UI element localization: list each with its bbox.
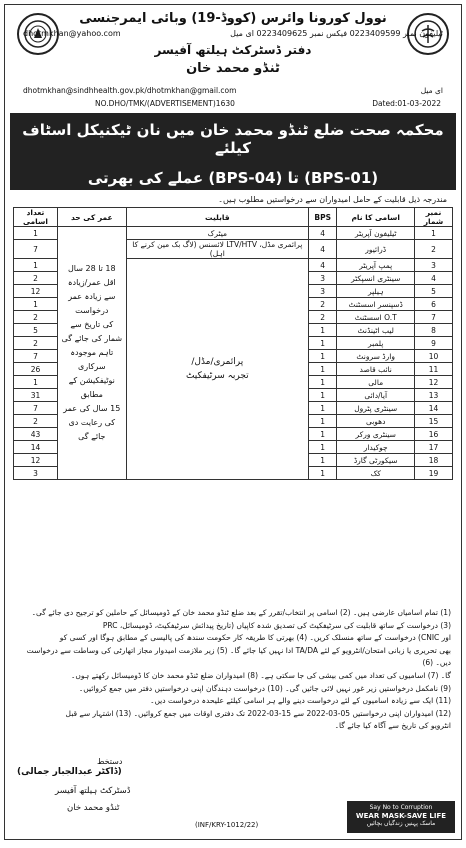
intro-text: مندرجہ ذیل قابلیت کے حامل امیدواران سے درخواستیں مطلوب ہیں۔ (218, 195, 447, 204)
serial-no-cell: 17 (415, 441, 453, 454)
bps-cell: 1 (308, 402, 336, 415)
age-limit-line: مطابق (80, 390, 103, 399)
bps-cell: 1 (308, 428, 336, 441)
table-row (14, 227, 453, 240)
post-name-cell: سینٹری ورکر (337, 428, 415, 441)
table-header-row (14, 208, 453, 227)
stamp-line-1: Say No to Corruption (369, 804, 433, 811)
bps-cell: 3 (308, 285, 336, 298)
advertisement-page (4, 4, 462, 840)
post-name-cell: ہیلپر (337, 285, 415, 298)
qty-cell: 12 (14, 454, 58, 467)
serial-no-cell: 6 (415, 298, 453, 311)
terms-and-conditions (13, 607, 451, 733)
reference-line (95, 99, 441, 108)
qty-cell: 3 (14, 467, 58, 480)
header-bps: BPS (308, 208, 336, 227)
serial-no-cell: 5 (415, 285, 453, 298)
bps-cell: 2 (308, 311, 336, 324)
serial-no-cell: 18 (415, 454, 453, 467)
qty-cell: 26 (14, 363, 58, 376)
signatory-title: ڈسٹرکٹ ہیلتھ آفیسر (55, 786, 131, 796)
anti-corruption-stamp (347, 801, 455, 833)
qualification-cell: میٹرک (126, 227, 308, 240)
header-name: اسامی کا نام (337, 208, 415, 227)
note-line: (11) ایک سے زیادہ اسامیوں کے لئے درخواست دینے والے ہر اسامی کیلئے علیحدہ درخواست دیں۔ (150, 696, 451, 706)
bps-cell: 3 (308, 272, 336, 285)
age-limit-line: کی تاریخ سے (70, 320, 114, 329)
signatory-name: (ڈاکٹر عبدالجبار جمالی) (17, 767, 122, 777)
post-name-cell: کک (337, 467, 415, 480)
post-name-cell: چوکیدار (337, 441, 415, 454)
age-limit-line: 15 سال کی عمر (63, 404, 121, 413)
post-name-cell: مالی (337, 376, 415, 389)
phone-fax: ٹیلیفون نمبر 0223409599 فیکس نمبر 0223409625 ای میل (230, 29, 443, 38)
serial-no-cell: 12 (415, 376, 453, 389)
qty-cell: 2 (14, 311, 58, 324)
serial-no-cell: 10 (415, 350, 453, 363)
qty-cell: 7 (14, 240, 58, 259)
post-name-cell: پمپ آپریٹر (337, 259, 415, 272)
table-body (14, 227, 453, 480)
post-name-cell: دھوبی (337, 415, 415, 428)
post-name-cell: ڈرائیور (337, 240, 415, 259)
post-name-cell: نائب قاصد (337, 363, 415, 376)
serial-no-cell: 19 (415, 467, 453, 480)
qty-cell: 7 (14, 402, 58, 415)
stamp-line-2: WEAR MASK-SAVE LIFE (355, 812, 447, 820)
post-name-cell: سیکورٹی گارڈ (337, 454, 415, 467)
serial-no-cell: 7 (415, 311, 453, 324)
office-title: دفتر ڈسٹرکٹ ہیلتھ آفیسر (154, 43, 312, 57)
bps-cell: 1 (308, 376, 336, 389)
note-line: (12) امیدواران اپنی درخواستیں 05-03-2022 سے 15-03-2022 تک دفتری اوقات میں جمع کروائیں۔ (13) اشتہار سے قبل (65, 708, 451, 718)
qty-cell: 2 (14, 415, 58, 428)
header-age: عمر کی حد (57, 208, 126, 227)
bps-cell: 1 (308, 350, 336, 363)
serial-no-cell: 1 (415, 227, 453, 240)
qualification-line: پرائمری/مڈل/ (191, 357, 244, 367)
serial-no-cell: 3 (415, 259, 453, 272)
note-line: گا۔ (7) اسامیوں کی تعداد میں کمی بیشی کی جا سکتی ہے۔ (8) امیدواران ضلع ٹنڈو محمد خان کا ڈومیسائل رکھتے ہوں۔ (71, 670, 451, 680)
age-limit-line: کی رعایت دی (68, 418, 116, 427)
note-line: (3) درخواست کے ساتھ قابلیت کی سرٹیفکیٹ کی تصدیق شدہ کاپیاں (تاریخ پیدائش سرٹیفکیٹ، ڈومیسائل، PRC (102, 620, 451, 630)
qty-cell: 1 (14, 259, 58, 272)
bps-cell: 4 (308, 227, 336, 240)
post-name-cell: O.T اسسٹنٹ (337, 311, 415, 324)
qty-cell: 2 (14, 272, 58, 285)
email-label: ای میل (420, 86, 443, 95)
bps-cell: 2 (308, 298, 336, 311)
post-name-cell: پلمبر (337, 337, 415, 350)
bps-cell: 1 (308, 324, 336, 337)
age-limit-line: سے زیادہ عمر (68, 292, 116, 301)
qty-cell: 43 (14, 428, 58, 441)
serial-no-cell: 16 (415, 428, 453, 441)
post-name-cell: آیا/دائی (337, 389, 415, 402)
age-limit-line: تاہم موجودہ (70, 348, 114, 357)
signatory-district: ٹنڈو محمد خان (67, 803, 120, 813)
bps-cell: 1 (308, 441, 336, 454)
bps-cell: 1 (308, 454, 336, 467)
serial-no-cell: 14 (415, 402, 453, 415)
post-name-cell: سینٹری انسپکٹر (337, 272, 415, 285)
qty-cell: 5 (14, 324, 58, 337)
age-limit-line: 18 تا 28 سال (67, 264, 116, 273)
age-limit-line: درخواست (75, 306, 109, 315)
header-no: نمبر شمار (415, 208, 453, 227)
age-limit-line: جائے گی (78, 432, 106, 441)
covid-heading: نوول کورونا وائرس (کووڈ-19) وبائی ایمرجنسی (79, 11, 387, 26)
district-name: ٹنڈو محمد خان (186, 61, 280, 76)
qty-cell: 31 (14, 389, 58, 402)
note-line: بھی تحریری یا زبانی امتحان/انٹرویو کے لئے TA/DA ادا نہیں کیا جائے گا۔ (5) زیر ملازمت امیدوار مجاز اتھارٹی کی وساطت سے درخواست دیں۔ (6) (26, 645, 451, 668)
title-banner (10, 113, 456, 190)
qty-cell: 1 (14, 298, 58, 311)
reference-number: NO.DHO/TMK/(ADVERTISEMENT)1630 (95, 99, 235, 108)
qualification-line: تجربہ سرٹیفکیٹ (185, 371, 249, 381)
bps-cell: 1 (308, 363, 336, 376)
note-line: (9) نامکمل درخواستیں زیر غور نہیں لائی جائیں گی۔ (10) درخواست دہندگان اپنی درخواستیں دفتر میں جمع کروائیں۔ (78, 683, 451, 693)
age-limit-line: سرکاری (78, 362, 106, 371)
bps-cell: 1 (308, 467, 336, 480)
header-qualification: قابلیت (126, 208, 308, 227)
date: Dated:01-03-2022 (372, 99, 441, 108)
bps-cell: 1 (308, 389, 336, 402)
serial-no-cell: 4 (415, 272, 453, 285)
post-name-cell: ٹیلیفون آپریٹر (337, 227, 415, 240)
serial-no-cell: 9 (415, 337, 453, 350)
qty-cell: 1 (14, 227, 58, 240)
bps-cell: 1 (308, 337, 336, 350)
qualification-cell: پرائمری مڈل، LTV/HTV لائسنس (لاگ بک مین کرنے کا اہل) (126, 240, 308, 259)
stamp-line-3: ماسک پہنیں زندگیاں بچائیں (366, 820, 436, 827)
bps-cell: 4 (308, 240, 336, 259)
posts-table (13, 207, 453, 480)
bps-cell: 4 (308, 259, 336, 272)
qty-cell: 14 (14, 441, 58, 454)
bps-cell: 1 (308, 415, 336, 428)
post-name-cell: وارڈ سرونٹ (337, 350, 415, 363)
post-name-cell: لیب اٹینڈنٹ (337, 324, 415, 337)
note-line: (1) تمام اسامیاں عارضی ہیں۔ (2) اسامی پر انتخاب/تقرر کے بعد ضلع ٹنڈو محمد خان کے ڈومیسائل کے حاملین کو ترجیح دی جائے گی۔ (31, 608, 451, 617)
serial-no-cell: 2 (415, 240, 453, 259)
note-line: انٹرویو کی تاریخ سے آگاہ کیا جائے گا۔ (334, 721, 451, 731)
qty-cell: 1 (14, 376, 58, 389)
yahoo-email: dhotmkhan@yahoo.com (23, 29, 121, 38)
official-emails: dhotmkhan@sindhhealth.gov.pk/dhotmkhan@gmail.com (23, 86, 237, 95)
qty-cell: 2 (14, 337, 58, 350)
header-qty: تعداد اسامی (14, 208, 58, 227)
serial-no-cell: 8 (415, 324, 453, 337)
qty-cell: 12 (14, 285, 58, 298)
inf-code: (INF/KRY-1012/22) (195, 821, 259, 829)
merged-qualification-cell (126, 259, 308, 480)
age-limit-line: شمار کی جائے گی (61, 334, 123, 343)
signature-label: دستخط (97, 757, 123, 766)
banner-subtitle: (BPS-01) تا (BPS-04) عملے کی بھرتی (87, 169, 379, 187)
age-limit-line: نوٹیفکیشن کے (68, 376, 115, 385)
post-name-cell: ڈسپنسر اسسٹنٹ (337, 298, 415, 311)
email-line (23, 86, 443, 95)
note-line: اور CNIC) درخواست کے ساتھ منسلک کریں۔ (4) بھرتی کا طریقہ کار حکومت سندھ کی پالیسی کے مطابق ہوگا اور کسی کو (59, 633, 451, 643)
age-limit-line: اقل عمر/زیادہ (67, 278, 116, 287)
serial-no-cell: 13 (415, 389, 453, 402)
serial-no-cell: 11 (415, 363, 453, 376)
qty-cell: 7 (14, 350, 58, 363)
post-name-cell: سینٹری پٹرول (337, 402, 415, 415)
age-limit-cell (57, 227, 126, 480)
banner-title: محکمہ صحت ضلع ٹنڈو محمد خان میں نان ٹیکنیکل اسٹاف کیلئے (22, 121, 444, 157)
serial-no-cell: 15 (415, 415, 453, 428)
contact-line (23, 29, 443, 38)
